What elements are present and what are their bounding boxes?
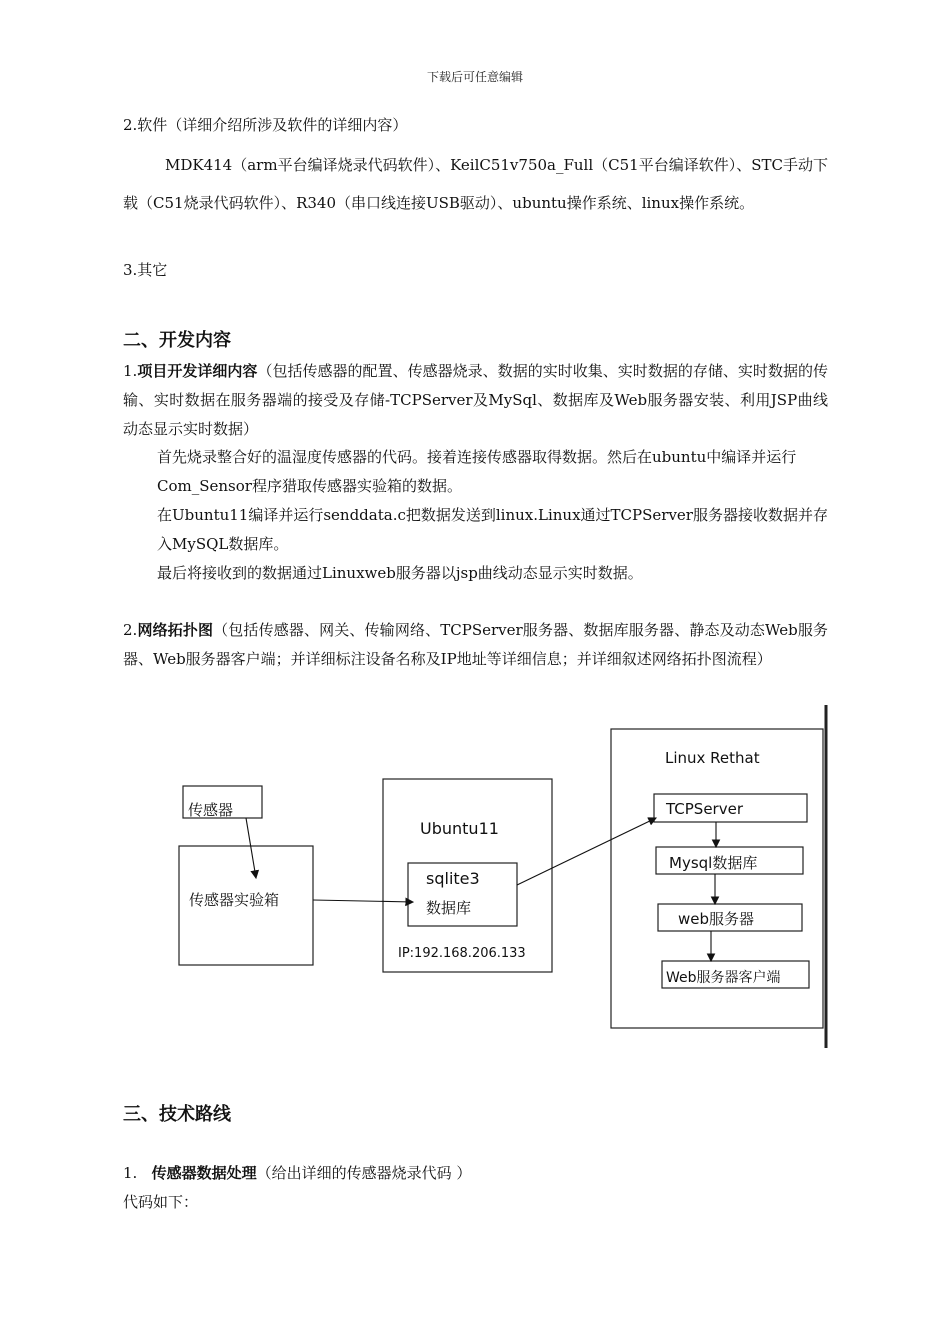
- dev-item-2-bold: 网络拓扑图: [137, 621, 214, 639]
- other-heading: 3.其它: [123, 261, 168, 279]
- dev-item-2-num: 2.: [123, 621, 138, 639]
- linux-label: Linux Rethat: [665, 749, 760, 767]
- dev-item-1-bold: 项目开发详细内容: [137, 362, 258, 380]
- dev-item-1-num: 1.: [123, 362, 138, 380]
- ip-label: IP:192.168.206.133: [398, 946, 526, 961]
- sensor-lab-label: 传感器实验箱: [189, 891, 280, 909]
- web-label: web服务器: [678, 910, 755, 928]
- dev-para-2: 在Ubuntu11编译并运行senddata.c把数据发送到linux.Linux通过TCPServer服务器接收数据并存入MySQL数据库。: [157, 506, 828, 553]
- mysql-label: Mysql数据库: [669, 854, 758, 872]
- dev-item-2: [123, 616, 828, 674]
- page-header: 下载后可任意编辑: [426, 70, 523, 84]
- dev-item-1: [123, 357, 828, 444]
- dev-para-3: 最后将接收到的数据通过Linuxweb服务器以jsp曲线动态显示实时数据。: [157, 564, 643, 582]
- tech-item-1-num: 1.: [123, 1164, 138, 1182]
- tech-item-1: [123, 1159, 828, 1188]
- software-body: MDK414（arm平台编译烧录代码软件）、KeilC51v750a_Full（C51平台编译软件）、STC手动下载（C51烧录代码软件）、R340（串口线连接USB驱动）、ubuntu操作系统、linux操作系统。: [123, 156, 828, 212]
- tcp-label: TCPServer: [666, 800, 743, 818]
- network-topology-diagram: [150, 700, 840, 1050]
- client-label: Web服务器客户端: [666, 970, 781, 986]
- ubuntu-label: Ubuntu11: [420, 819, 499, 838]
- db-label: 数据库: [426, 899, 472, 917]
- dev-item-1-rest: （包括传感器的配置、传感器烧录、数据的实时收集、实时数据的存储、实时数据的传输、实时数据在服务器端的接受及存储-TCPServer及MySql、数据库及Web服务器安装、利用JSP曲线动态显示实时数据）: [123, 362, 828, 438]
- dev-item-2-rest: （包括传感器、网关、传输网络、TCPServer服务器、数据库服务器、静态及动态Web服务器、Web服务器客户端；并详细标注设备名称及IP地址等详细信息；并详细叙述网络拓扑图流程）: [123, 621, 828, 668]
- code-intro: 代码如下：: [123, 1193, 199, 1211]
- tech-item-1-bold: 传感器数据处理: [151, 1164, 257, 1182]
- software-heading: 2.软件（详细介绍所涉及软件的详细内容）: [123, 116, 408, 134]
- section-2-title: 二、开发内容: [123, 330, 231, 351]
- sqlite-label: sqlite3: [426, 869, 480, 888]
- arrow-sensor-to-lab: [246, 818, 256, 878]
- arrow-sqlite-to-tcp: [517, 818, 656, 885]
- arrow-lab-to-sqlite: [313, 900, 413, 902]
- sensor-label: 传感器: [188, 801, 234, 819]
- tech-item-1-rest: （给出详细的传感器烧录代码 ）: [256, 1164, 472, 1182]
- dev-para-1: 首先烧录整合好的温湿度传感器的代码。接着连接传感器取得数据。然后在ubuntu中编译并运行Com_Sensor程序猎取传感器实验箱的数据。: [157, 448, 797, 495]
- section-3-title: 三、技术路线: [123, 1104, 231, 1125]
